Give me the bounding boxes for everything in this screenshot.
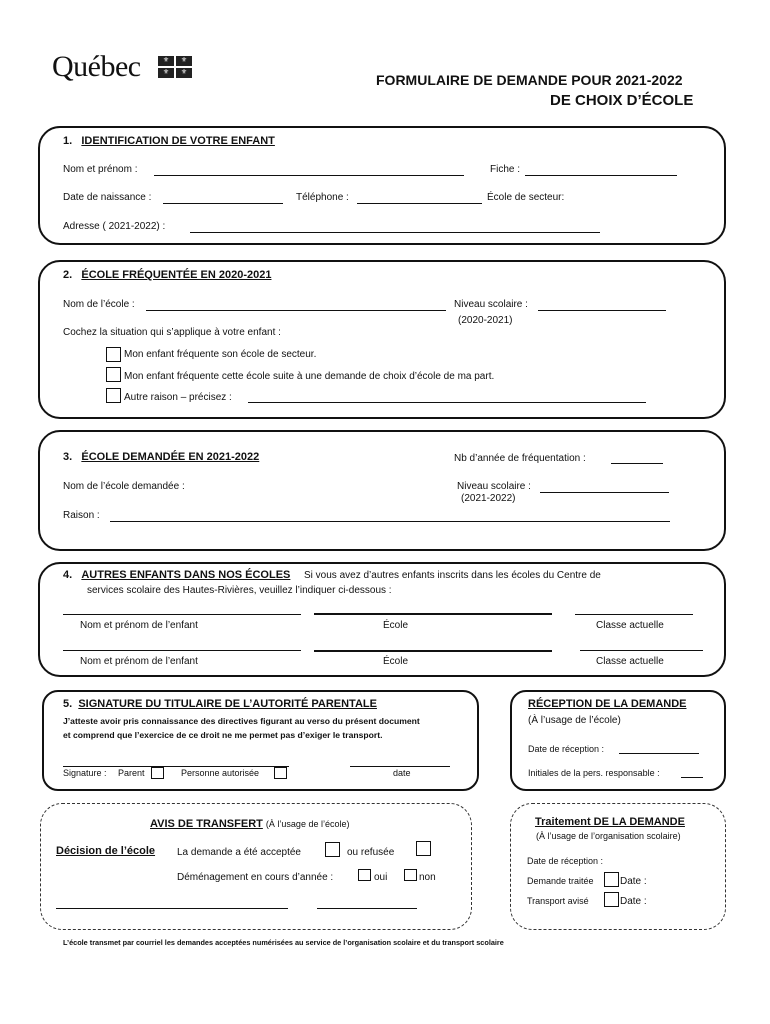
reason-field[interactable]: [110, 521, 670, 522]
situation-choice-checkbox[interactable]: [106, 367, 121, 382]
fleur-de-lis-icon: ⚜ ⚜ ⚜ ⚜: [158, 56, 194, 78]
current-level-year: (2020-2021): [458, 315, 513, 326]
refused-checkbox[interactable]: [416, 841, 431, 856]
treated-date-label: Date :: [620, 876, 647, 887]
current-level-field[interactable]: [538, 310, 666, 311]
child1-class-caption: Classe actuelle: [596, 620, 664, 631]
reception-initials-field[interactable]: [681, 777, 703, 778]
form-title-line1: FORMULAIRE DE DEMANDE POUR 2021-2022: [376, 72, 683, 88]
footer-note: L’école transmet par courriel les demandes acceptées numérisées au service de l’organisation scolaire et du transport scolaire: [63, 938, 504, 947]
situation-other-label: Autre raison – précisez :: [124, 392, 232, 403]
reception-date-label: Date de réception :: [528, 744, 605, 754]
quebec-logo: Québec: [52, 50, 141, 83]
child2-class-field[interactable]: [580, 650, 703, 651]
treatment-date-label: Date de réception :: [527, 856, 604, 866]
attestation-line2: et comprend que l’exercice de ce droit ne me permet pas d’exiger le transport.: [63, 730, 383, 740]
child1-name-field[interactable]: [63, 614, 301, 615]
transfer-title: AVIS DE TRANSFERT (À l’usage de l’école): [150, 818, 350, 830]
form-title-line2: DE CHOIX D’ÉCOLE: [550, 92, 694, 109]
school-decision-label: Décision de l’école: [56, 845, 156, 857]
situation-choice-label: Mon enfant fréquente cette école suite à une demande de choix d’école de ma part.: [124, 371, 495, 382]
signature-date-label: date: [393, 768, 411, 778]
fiche-label: Fiche :: [490, 164, 521, 175]
moving-no-checkbox[interactable]: [404, 869, 417, 881]
transport-date-label: Date :: [620, 896, 647, 907]
parent-label: Parent: [118, 768, 145, 778]
reason-label: Raison :: [63, 510, 100, 521]
address-label: Adresse ( 2021-2022) :: [63, 221, 166, 232]
signature-date-field[interactable]: [350, 766, 450, 767]
requested-level-field[interactable]: [540, 492, 669, 493]
section4-intro-line2: services scolaire des Hautes-Rivières, veuillez l’indiquer ci-dessous :: [87, 585, 392, 596]
reception-initials-label: Initiales de la pers. responsable :: [528, 768, 660, 778]
sector-school-label: École de secteur:: [487, 192, 565, 203]
situation-sector-checkbox[interactable]: [106, 347, 121, 362]
dob-field[interactable]: [163, 203, 283, 204]
child-name-label: Nom et prénom :: [63, 164, 138, 175]
request-treated-label: Demande traitée: [527, 876, 594, 886]
transport-notified-checkbox[interactable]: [604, 892, 619, 907]
refused-label: ou refusée: [347, 847, 395, 858]
reception-date-field[interactable]: [619, 753, 699, 754]
current-school-label: Nom de l’école :: [63, 299, 135, 310]
child1-class-field[interactable]: [575, 614, 693, 615]
moving-yes-label: oui: [374, 872, 388, 883]
signature-field[interactable]: [63, 766, 289, 767]
moving-label: Déménagement en cours d’année :: [177, 872, 334, 883]
address-field[interactable]: [190, 232, 600, 233]
moving-yes-checkbox[interactable]: [358, 869, 371, 881]
section4-intro-line1: Si vous avez d’autres enfants inscrits dans les écoles du Centre de: [304, 570, 601, 581]
reception-subtitle: (À l’usage de l’école): [528, 715, 621, 726]
child2-name-field[interactable]: [63, 650, 301, 651]
accepted-checkbox[interactable]: [325, 842, 340, 857]
child2-school-field[interactable]: [314, 650, 552, 652]
authorized-person-checkbox[interactable]: [274, 767, 287, 779]
moving-no-label: non: [419, 872, 436, 883]
situation-other-checkbox[interactable]: [106, 388, 121, 403]
requested-level-label: Niveau scolaire :: [457, 481, 531, 492]
years-attendance-field[interactable]: [611, 463, 663, 464]
signature-label: Signature :: [63, 768, 107, 778]
current-school-field[interactable]: [146, 310, 446, 311]
section3-heading: 3. ÉCOLE DEMANDÉE EN 2021-2022: [63, 451, 260, 463]
transfer-date-field[interactable]: [317, 908, 417, 909]
section4-heading: 4. AUTRES ENFANTS DANS NOS ÉCOLES: [63, 569, 291, 581]
treatment-subtitle: (À l’usage de l’organisation scolaire): [536, 831, 681, 841]
requested-school-label: Nom de l’école demandée :: [63, 481, 185, 492]
section1-heading: 1. IDENTIFICATION DE VOTRE ENFANT: [63, 135, 275, 147]
child2-name-caption: Nom et prénom de l’enfant: [80, 656, 198, 667]
phone-field[interactable]: [357, 203, 482, 204]
request-accepted-label: La demande a été acceptée: [177, 847, 301, 858]
authorized-person-label: Personne autorisée: [181, 768, 260, 778]
years-attendance-label: Nb d’année de fréquentation :: [454, 453, 586, 464]
situation-other-field[interactable]: [248, 402, 646, 403]
situation-sector-label: Mon enfant fréquente son école de secteur.: [124, 349, 317, 360]
child1-school-field[interactable]: [314, 613, 552, 615]
child1-name-caption: Nom et prénom de l’enfant: [80, 620, 198, 631]
transfer-signature-field[interactable]: [56, 908, 288, 909]
situation-instruction: Cochez la situation qui s’applique à votre enfant :: [63, 327, 281, 338]
section5-heading: 5. SIGNATURE DU TITULAIRE DE L’AUTORITÉ PARENTALE: [63, 698, 377, 710]
phone-label: Téléphone :: [296, 192, 349, 203]
treatment-title: Traitement DE LA DEMANDE: [535, 816, 685, 828]
reception-title: RÉCEPTION DE LA DEMANDE: [528, 698, 687, 710]
child-name-field[interactable]: [154, 175, 464, 176]
attestation-line1: J’atteste avoir pris connaissance des directives figurant au verso du présent document: [63, 716, 420, 726]
request-treated-checkbox[interactable]: [604, 872, 619, 887]
child2-class-caption: Classe actuelle: [596, 656, 664, 667]
child1-school-caption: École: [383, 620, 409, 631]
transport-notified-label: Transport avisé: [527, 896, 589, 906]
parent-checkbox[interactable]: [151, 767, 164, 779]
current-level-label: Niveau scolaire :: [454, 299, 528, 310]
requested-level-year: (2021-2022): [461, 493, 516, 504]
section2-heading: 2. ÉCOLE FRÉQUENTÉE EN 2020-2021: [63, 269, 272, 281]
fiche-field[interactable]: [525, 175, 677, 176]
child2-school-caption: École: [383, 656, 409, 667]
dob-label: Date de naissance :: [63, 192, 152, 203]
